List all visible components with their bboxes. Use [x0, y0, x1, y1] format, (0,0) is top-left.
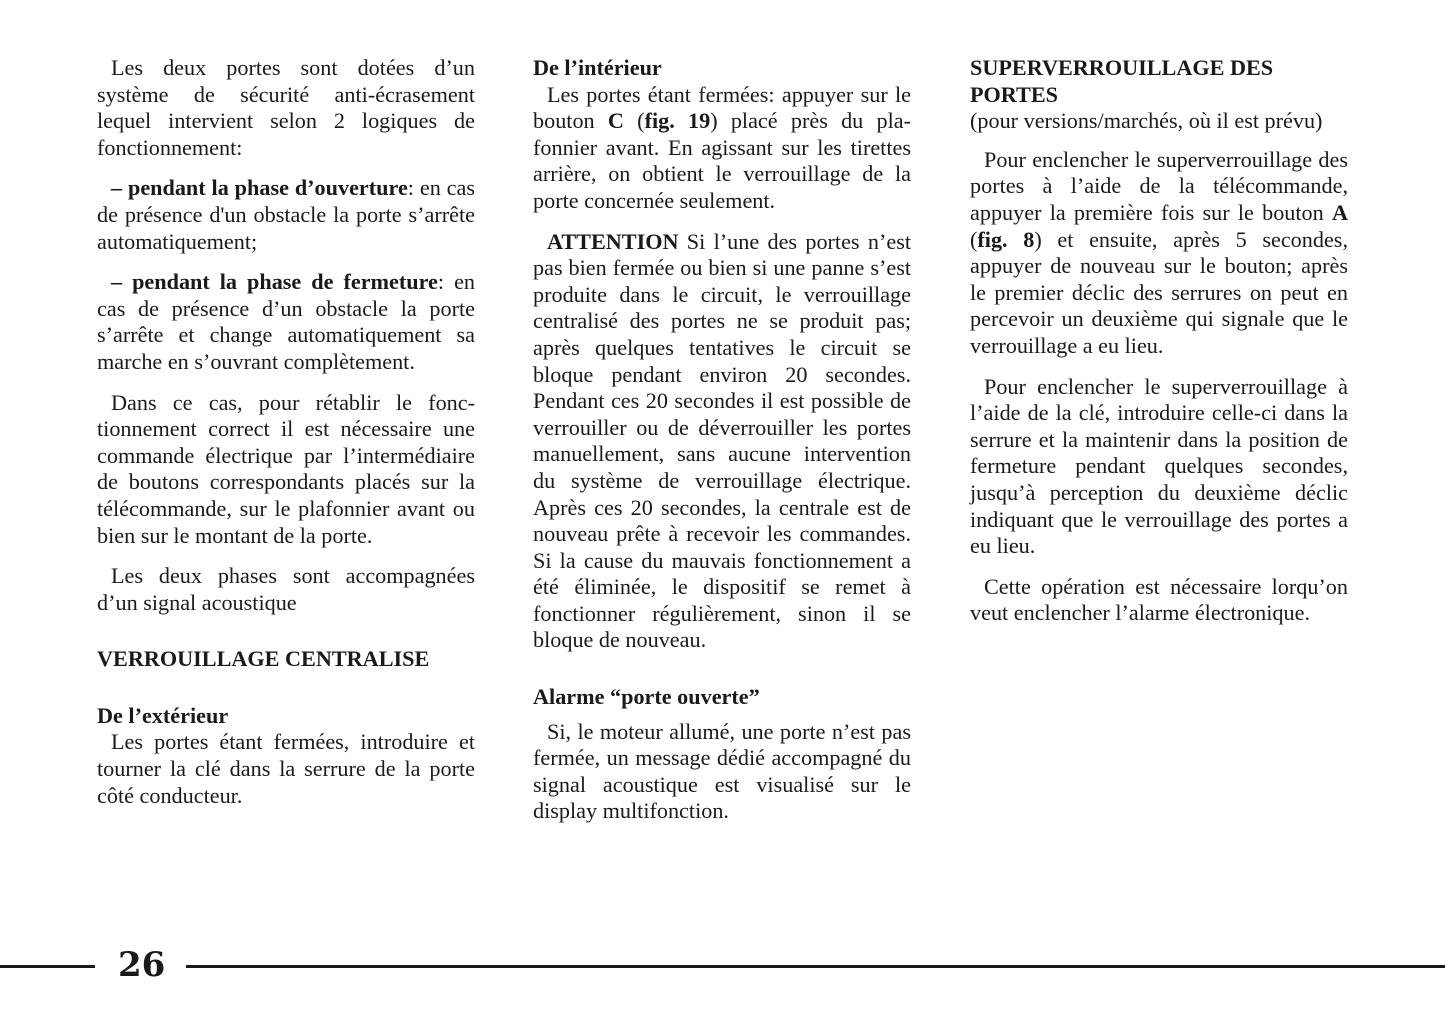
attention-label: ATTENTION [547, 228, 679, 254]
superlocking-subtitle: (pour versions/marchés, où il est prévu) [970, 108, 1323, 134]
closing-phase-item [97, 269, 475, 375]
interior-paragraph [533, 82, 911, 215]
button-ref-c: C [607, 108, 624, 134]
figure-ref-8: fig. 8 [977, 226, 1035, 252]
column-left [97, 55, 475, 823]
page-number: 26 [118, 945, 166, 985]
attention-paragraph [533, 229, 911, 655]
opening-phase-label: – pendant la phase d’ouverture [111, 175, 408, 201]
exterior-paragraph: Les portes étant fermées, introduire et tourner la clé dans la serrure de la porte côté conducteur. [97, 729, 475, 808]
section-title-central-locking: VERROUILLAGE CENTRALISE [97, 646, 430, 672]
page-footer [0, 945, 1445, 985]
column-middle [533, 55, 911, 839]
interior-heading: De l’intérieur [533, 55, 662, 80]
paren-open: ( [970, 226, 978, 252]
footer-rule-left [0, 965, 95, 968]
closing-phase-text: : en cas de présence d’un obstacle la porte s’arrête et change automatiquement sa marche en s’ouvrant complètement. [97, 269, 476, 374]
restore-paragraph: Dans ce cas, pour rétablir le fonctionnement correct il est nécessaire une commande électrique par l’intermédiaire de boutons correspondants placés sur la télécommande, sur le plafonnier avant ou bien sur le montant de la porte. [97, 389, 475, 548]
closing-phase-label: – pendant la phase de fermeture [111, 269, 438, 295]
intro-paragraph: Les deux portes sont dotées d’un système de sécurité anti-écrasement lequel intervient selon 2 logiques de fonctionnement: [97, 55, 475, 160]
footer-rule-right [186, 965, 1445, 968]
interior-text-pre: Les portes étant fermées: appuyer sur le bouton [533, 81, 911, 134]
remote-text-post: ) et ensuite, après 5 secondes, appuyer de nouveau sur le bouton; après le premier déclic des serrures on peut en percevoir un deuxième qui signale que le verrouillage a eu lieu. [970, 226, 1348, 358]
opening-phase-item [97, 175, 475, 255]
section-title-superlocking: SUPERVERROUILLAGE DES PORTES [970, 55, 1274, 107]
button-ref-a: A [1331, 199, 1348, 225]
superlocking-remote-paragraph [970, 147, 1348, 360]
remote-text-pre: Pour enclencher le superverrouillage des portes à l’aide de la télécommande, appuyer la première fois sur le bouton [970, 146, 1348, 225]
alarm-paragraph: Si, le moteur allumé, une porte n’est pas fermée, un message dédié accompagné du signal acoustique est visualisé sur le display multifonction. [533, 718, 911, 824]
attention-text: Si l’une des portes n’est pas bien fermée ou bien si une panne s’est produite dans le circuit, le verrouillage centralisé des portes ne se produit pas; après quelques tentatives le circuit se bloque pendant environ 20 secondes. Pendant ces 20 secondes il est possible de verrouiller ou de déverrouiller les portes manuellement, sans aucune intervention du système de verrouillage électrique. Après ces 20 secondes, la centrale est de nouveau prête à recevoir les commandes. Si la cause du mauvais fonctionnement a été éliminée, le dispositif se remet à fonctionner régulièrement, sinon il se bloque de nouveau. [533, 228, 911, 653]
interior-text-post: ) placé près du plafonnier avant. En agissant sur les tirettes arrière, on obtient le verrouillage de la porte concernée seulement. [533, 108, 911, 213]
opening-phase-text: : en cas de présence d'un obstacle la porte s’arrête automatiquement; [97, 175, 475, 254]
alarm-heading: Alarme “porte ouverte” [533, 684, 760, 710]
figure-ref-19: fig. 19 [644, 108, 711, 134]
paren-open: ( [623, 108, 645, 134]
column-right [970, 55, 1348, 641]
superlocking-key-paragraph: Pour enclencher le superverrouillage à l’aide de la clé, introduire celle-ci dans la serrure et la maintenir dans la position de fermeture pendant quelques secondes, jusqu’à perception du deuxième déclic indiquant que le verrouillage des portes a eu lieu. [970, 373, 1348, 559]
exterior-heading: De l’extérieur [97, 702, 229, 728]
alarm-note-paragraph: Cette opération est nécessaire lorqu’on veut enclencher l’alarme électronique. [970, 573, 1348, 626]
acoustic-paragraph: Les deux phases sont accompagnées d’un signal acoustique [97, 563, 475, 615]
